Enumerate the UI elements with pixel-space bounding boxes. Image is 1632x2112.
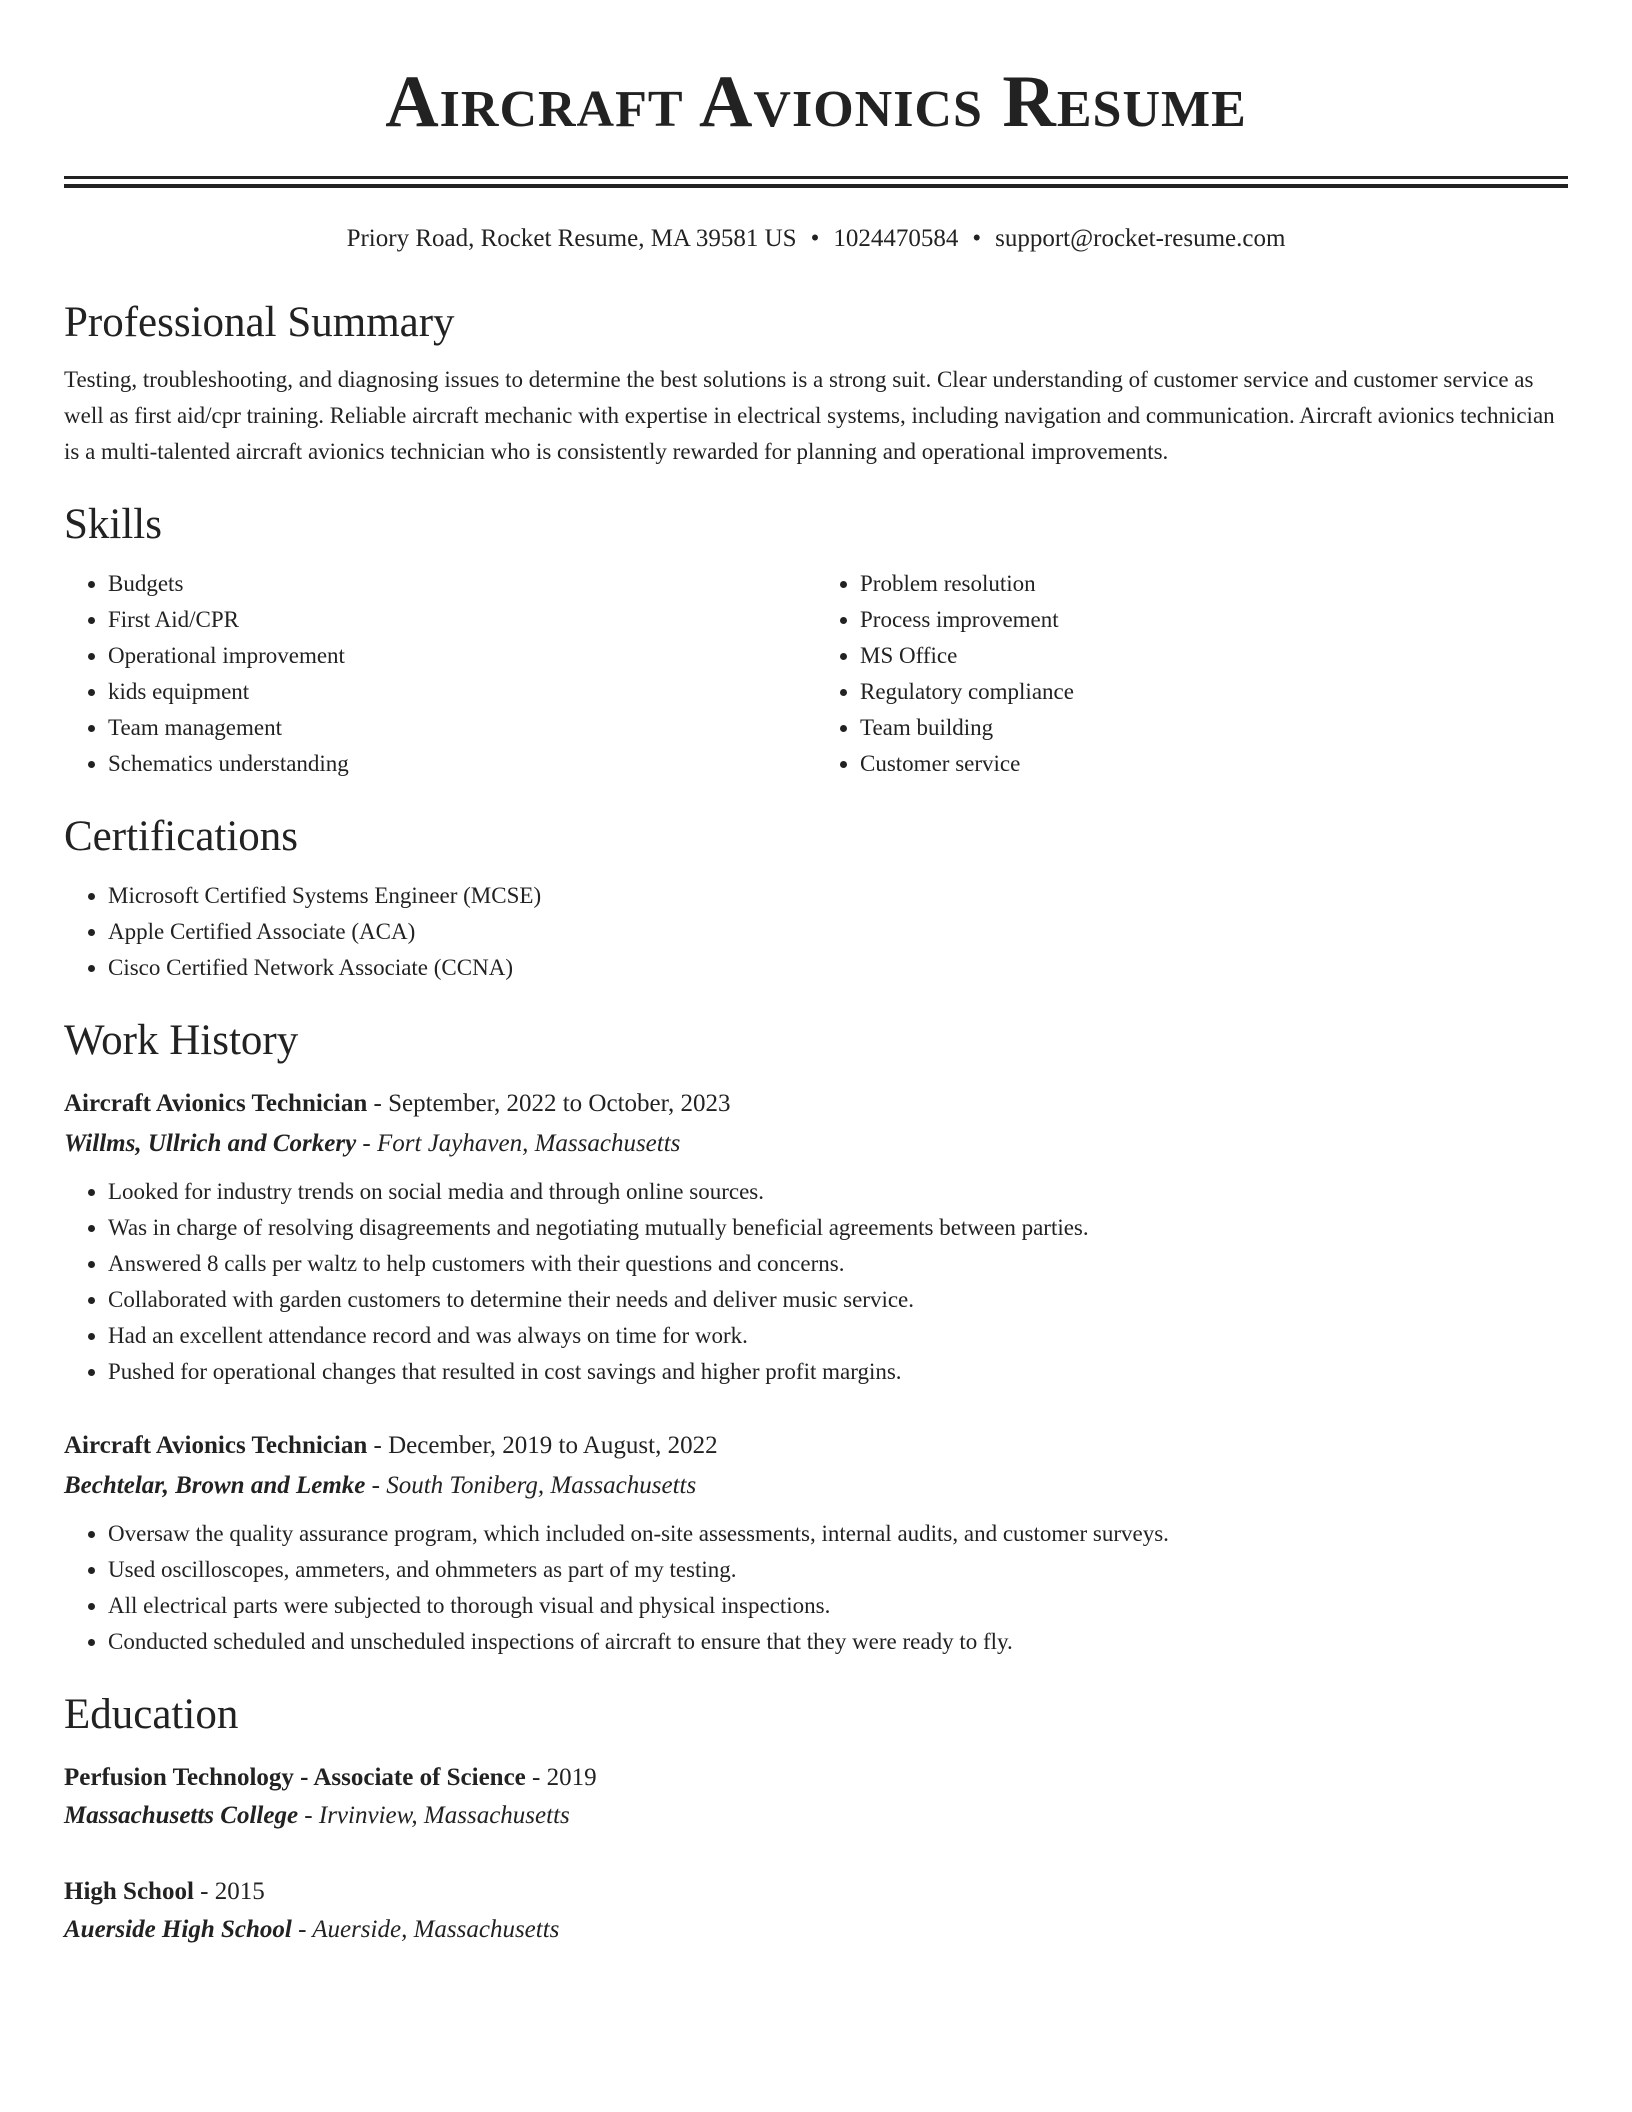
job-location: - South Toniberg, Massachusetts bbox=[365, 1472, 697, 1499]
job-company: Willms, Ullrich and Corkery bbox=[64, 1130, 357, 1157]
education-entry bbox=[64, 1874, 1568, 1948]
skills-list-left bbox=[64, 566, 816, 782]
skill-item: • MS Office bbox=[860, 638, 1568, 674]
job-bullet: • Looked for industry trends on social media and through online sources. bbox=[108, 1174, 1568, 1210]
education-location: - Irvinview, Massachusetts bbox=[298, 1802, 570, 1829]
job-bullet: • Conducted scheduled and unscheduled inspections of aircraft to ensure that they were ready to fly. bbox=[108, 1624, 1568, 1660]
education-school-line bbox=[64, 1798, 1568, 1834]
certifications-heading: Certifications bbox=[64, 813, 299, 860]
work-history-section bbox=[64, 1014, 1568, 1660]
skill-item: • Budgets bbox=[108, 566, 816, 602]
resume-title: Aircraft Avionics Resume bbox=[385, 61, 1247, 143]
certification-item: • Microsoft Certified Systems Engineer (MCSE) bbox=[108, 878, 1568, 914]
education-degree: High School bbox=[64, 1878, 194, 1905]
job-company-line bbox=[64, 1468, 1568, 1504]
education-location: - Auerside, Massachusetts bbox=[291, 1916, 560, 1943]
summary-heading: Professional Summary bbox=[64, 299, 455, 346]
job-bullet: • Was in charge of resolving disagreements and negotiating mutually beneficial agreements between parties. bbox=[108, 1210, 1568, 1246]
education-year: - 2019 bbox=[525, 1764, 597, 1791]
education-degree-line bbox=[64, 1760, 1568, 1796]
job-bullet: • Collaborated with garden customers to determine their needs and deliver music service. bbox=[108, 1282, 1568, 1318]
job-bullet: • Oversaw the quality assurance program, which included on-site assessments, internal audits, and customer surveys. bbox=[108, 1516, 1568, 1552]
education-degree-line bbox=[64, 1874, 1568, 1910]
job-entry bbox=[64, 1086, 1568, 1390]
education-entry bbox=[64, 1760, 1568, 1834]
job-title-line bbox=[64, 1428, 1568, 1464]
contact-address: Priory Road, Rocket Resume, MA 39581 US bbox=[346, 225, 797, 252]
education-school-line bbox=[64, 1912, 1568, 1948]
job-title: Aircraft Avionics Technician bbox=[64, 1432, 368, 1459]
job-bullets bbox=[64, 1516, 1568, 1660]
contact-line bbox=[64, 222, 1568, 256]
job-bullets bbox=[64, 1174, 1568, 1390]
education-school: Auerside High School bbox=[64, 1916, 292, 1943]
contact-phone: 1024470584 bbox=[833, 225, 959, 252]
skill-item: • Process improvement bbox=[860, 602, 1568, 638]
skill-item: • Regulatory compliance bbox=[860, 674, 1568, 710]
skill-item: • First Aid/CPR bbox=[108, 602, 816, 638]
job-dates: - December, 2019 to August, 2022 bbox=[367, 1432, 718, 1459]
job-dates: - September, 2022 to October, 2023 bbox=[367, 1090, 731, 1117]
education-school: Massachusetts College bbox=[64, 1802, 299, 1829]
summary-section bbox=[64, 296, 1568, 470]
title-double-rule bbox=[64, 176, 1568, 188]
job-bullet: • All electrical parts were subjected to thorough visual and physical inspections. bbox=[108, 1588, 1568, 1624]
work-history-heading: Work History bbox=[64, 1017, 299, 1064]
job-location: - Fort Jayhaven, Massachusetts bbox=[356, 1130, 681, 1157]
skill-item: • kids equipment bbox=[108, 674, 816, 710]
job-company: Bechtelar, Brown and Lemke bbox=[64, 1472, 366, 1499]
skills-heading: Skills bbox=[64, 501, 162, 548]
skill-item: • Problem resolution bbox=[860, 566, 1568, 602]
skill-item: • Operational improvement bbox=[108, 638, 816, 674]
certifications-list bbox=[64, 878, 1568, 986]
skills-section bbox=[64, 498, 1568, 782]
education-year: - 2015 bbox=[193, 1878, 265, 1905]
skill-item: • Customer service bbox=[860, 746, 1568, 782]
skill-item: • Team building bbox=[860, 710, 1568, 746]
certifications-section bbox=[64, 810, 1568, 986]
job-company-line bbox=[64, 1126, 1568, 1162]
skills-grid bbox=[64, 566, 1568, 782]
contact-email: support@rocket-resume.com bbox=[995, 225, 1286, 252]
job-bullet: • Pushed for operational changes that resulted in cost savings and higher profit margins. bbox=[108, 1354, 1568, 1390]
contact-separator: • bbox=[810, 225, 820, 252]
job-title-line bbox=[64, 1086, 1568, 1122]
education-heading: Education bbox=[64, 1691, 239, 1738]
education-degree: Perfusion Technology - Associate of Science bbox=[64, 1764, 526, 1791]
job-title: Aircraft Avionics Technician bbox=[64, 1090, 368, 1117]
job-entry bbox=[64, 1428, 1568, 1660]
education-section bbox=[64, 1688, 1568, 1948]
job-bullet: • Used oscilloscopes, ammeters, and ohmmeters as part of my testing. bbox=[108, 1552, 1568, 1588]
job-bullet: • Had an excellent attendance record and was always on time for work. bbox=[108, 1318, 1568, 1354]
skills-list-right bbox=[816, 566, 1568, 782]
summary-text: Testing, troubleshooting, and diagnosing issues to determine the best solutions is a strong suit. Clear understanding of customer service and customer service as well as first aid/cpr training. Reliable aircraft mechanic with expertise in electrical systems, including navigation and communication. Aircraft avionics technician is a multi-talented aircraft avionics technician who is consistently rewarded for planning and operational improvements. bbox=[64, 367, 1555, 464]
contact-separator: • bbox=[972, 225, 982, 252]
certification-item: • Apple Certified Associate (ACA) bbox=[108, 914, 1568, 950]
skill-item: • Schematics understanding bbox=[108, 746, 816, 782]
job-bullet: • Answered 8 calls per waltz to help customers with their questions and concerns. bbox=[108, 1246, 1568, 1282]
skill-item: • Team management bbox=[108, 710, 816, 746]
certification-item: • Cisco Certified Network Associate (CCNA) bbox=[108, 950, 1568, 986]
